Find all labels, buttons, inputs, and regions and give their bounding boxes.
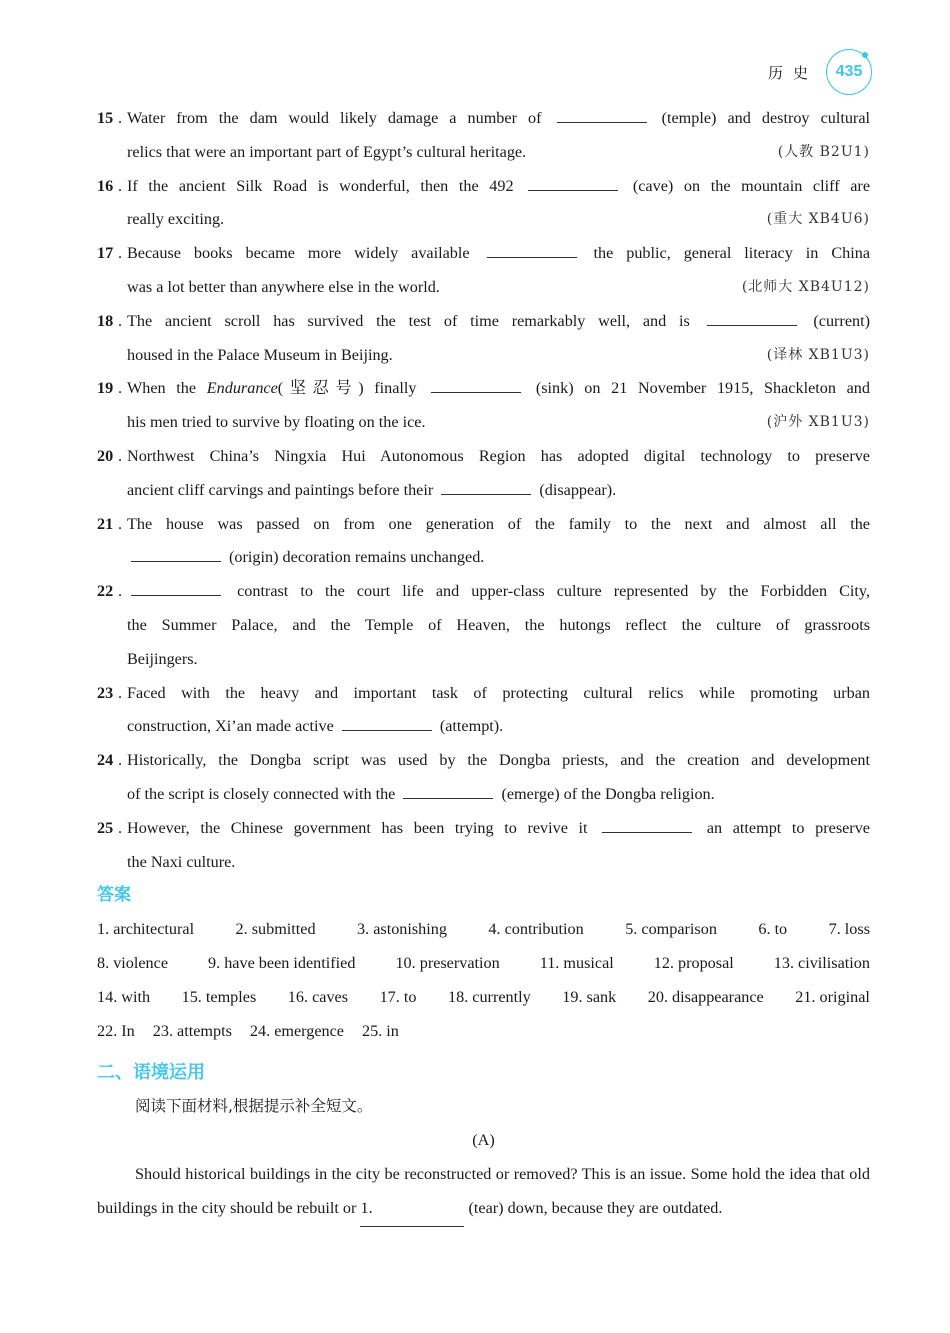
question-item xyxy=(97,170,870,238)
answer-blank[interactable] xyxy=(557,108,647,123)
question-number: 21 xyxy=(97,514,114,533)
question-number: 15 xyxy=(97,109,114,127)
section-title: 二、语境运用 xyxy=(97,1062,205,1084)
question-number-dot: . xyxy=(118,514,123,533)
answer-item: 22. In xyxy=(97,1021,135,1040)
answer-blank[interactable] xyxy=(602,818,692,833)
question-line: construction, Xi’an made active (attempt). xyxy=(127,717,504,736)
source-reference: (沪外 XB1U3) xyxy=(766,414,870,431)
question-item xyxy=(97,508,870,576)
answer-item: 1. architectural xyxy=(97,920,195,939)
source-reference: (人教 B2U1) xyxy=(777,143,870,160)
passage-label: (A) xyxy=(472,1131,495,1150)
question-line: Historically, the Dongba script was used by the Dongba priests, and the creation and development xyxy=(127,751,870,770)
answer-item: 21. original xyxy=(795,987,870,1006)
answer-row xyxy=(97,947,870,981)
question-number: 25 xyxy=(97,818,114,837)
answer-item: 24. emergence xyxy=(249,1021,344,1040)
answers-block xyxy=(97,913,870,1048)
question-line: contrast to the court life and upper-class culture represented by the Forbidden City, xyxy=(127,575,870,609)
answer-blank[interactable] xyxy=(342,716,432,731)
badge-dot-icon xyxy=(862,52,868,58)
source-reference: (译林 XB1U3) xyxy=(766,346,870,363)
question-item xyxy=(97,102,870,170)
answer-item: 2. submitted xyxy=(235,920,316,939)
question-line: However, the Chinese government has been trying to revive it an attempt to preserve xyxy=(127,818,870,837)
question-number-dot: . xyxy=(118,446,123,465)
question-line: The house was passed on from one generation of the family to the next and almost all the xyxy=(127,514,870,533)
question-line: was a lot better than anywhere else in the world. (北师大 XB4U12) xyxy=(127,271,870,305)
question-line: Water from the dam would likely damage a number of (temple) and destroy cultural xyxy=(127,109,871,127)
answer-item: 10. preservation xyxy=(395,953,500,972)
question-item xyxy=(97,677,870,745)
question-item xyxy=(97,812,870,880)
page-number: 435 xyxy=(835,63,863,80)
question-number: 23 xyxy=(97,683,114,702)
question-line: If the ancient Silk Road is wonderful, then the 492 (cave) on the mountain cliff are xyxy=(127,176,870,195)
answer-item: 16. caves xyxy=(287,987,349,1006)
source-reference: (北师大 XB4U12) xyxy=(741,278,870,295)
answer-blank[interactable] xyxy=(403,784,493,799)
question-line: Because books became more widely available the public, general literacy in China xyxy=(127,244,870,263)
answer-item: 4. contribution xyxy=(488,920,584,939)
passage-paragraph xyxy=(97,1158,870,1227)
question-line: his men tried to survive by floating on the ice. (沪外 XB1U3) xyxy=(127,406,870,440)
question-number: 16 xyxy=(97,176,114,195)
answer-item: 3. astonishing xyxy=(357,920,447,939)
question-number-dot: . xyxy=(118,244,123,263)
question-number-dot: . xyxy=(118,109,123,127)
answer-item: 14. with xyxy=(97,987,151,1006)
question-item xyxy=(97,305,870,373)
question-line: relics that were an important part of Egypt’s cultural heritage. (人教 B2U1) xyxy=(127,136,870,170)
answer-item: 11. musical xyxy=(539,953,614,972)
passage-blank-1: 1. xyxy=(360,1192,464,1227)
answer-blank[interactable] xyxy=(487,243,577,258)
ship-name: Endurance xyxy=(206,379,278,398)
answer-row xyxy=(97,913,870,947)
question-number: 18 xyxy=(97,311,114,330)
question-number-dot: . xyxy=(118,751,123,770)
question-line: housed in the Palace Museum in Beijing. (译林 XB1U3) xyxy=(127,339,870,373)
section-instruction: 阅读下面材料,根据提示补全短文。 xyxy=(135,1097,373,1116)
question-line: the Naxi culture. xyxy=(127,852,236,871)
page-header xyxy=(768,48,872,96)
answer-item: 8. violence xyxy=(97,953,169,972)
question-list xyxy=(97,102,870,879)
question-number-dot: . xyxy=(118,582,123,601)
question-line: of the script is closely connected with the (emerge) of the Dongba religion. xyxy=(127,784,715,803)
passage-text-1: Should historical buildings in the city be reconstructed or removed? This is an issue. Some hold the idea that old buildings in the city should be rebuilt or xyxy=(97,1164,870,1217)
question-line: When the Endurance(坚忍号) finally (sink) on 21 November 1915, Shackleton and xyxy=(127,379,870,398)
question-line: (origin) decoration remains unchanged. xyxy=(127,541,870,575)
question-number: 22 xyxy=(97,582,114,601)
question-line: The ancient scroll has survived the test of time remarkably well, and is (current) xyxy=(127,311,870,330)
question-line: the Summer Palace, and the Temple of Heaven, the hutongs reflect the culture of grassroots xyxy=(127,615,870,634)
question-item xyxy=(97,372,870,440)
answer-row xyxy=(97,981,870,1015)
answer-blank[interactable] xyxy=(431,378,521,393)
question-item xyxy=(97,744,870,812)
answer-item: 23. attempts xyxy=(152,1021,232,1040)
question-number-dot: . xyxy=(118,311,123,330)
answer-item: 25. in xyxy=(362,1021,399,1040)
question-number: 17 xyxy=(97,244,114,263)
question-number-dot: . xyxy=(118,683,123,702)
question-item xyxy=(97,237,870,305)
question-item xyxy=(97,575,870,676)
page-content xyxy=(97,102,870,1227)
question-number: 20 xyxy=(97,446,114,465)
answer-item: 5. comparison xyxy=(625,920,717,939)
answer-row xyxy=(97,1015,870,1049)
question-number-dot: . xyxy=(118,379,123,398)
answer-item: 19. sank xyxy=(562,987,617,1006)
question-item xyxy=(97,440,870,508)
question-line: Northwest China’s Ningxia Hui Autonomous Region has adopted digital technology to preserve xyxy=(127,446,870,465)
answer-item: 12. proposal xyxy=(653,953,734,972)
question-line: really exciting. (重大 XB4U6) xyxy=(127,203,870,237)
question-line: ancient cliff carvings and paintings before their (disappear). xyxy=(127,480,617,499)
answers-title: 答案 xyxy=(97,885,131,906)
answer-item: 20. disappearance xyxy=(647,987,764,1006)
answer-blank[interactable] xyxy=(441,480,531,495)
question-number: 24 xyxy=(97,751,114,770)
question-number: 19 xyxy=(97,379,114,398)
answer-item: 17. to xyxy=(379,987,417,1006)
answer-item: 6. to xyxy=(758,920,788,939)
answer-item: 18. currently xyxy=(448,987,531,1006)
answer-blank[interactable] xyxy=(707,311,797,326)
answer-blank[interactable] xyxy=(528,176,618,191)
header-subject: 历史 xyxy=(767,63,818,82)
question-line: Faced with the heavy and important task of protecting cultural relics while promoting urban xyxy=(127,683,870,702)
answer-item: 9. have been identified xyxy=(208,953,356,972)
passage-text-2: (tear) down, because they are outdated. xyxy=(464,1198,723,1217)
question-line: Beijingers. xyxy=(127,649,198,668)
answer-item: 15. temples xyxy=(181,987,257,1006)
source-reference: (重大 XB4U6) xyxy=(766,211,870,228)
answer-item: 7. loss xyxy=(828,920,870,939)
page-number-badge xyxy=(826,49,872,95)
question-number-dot: . xyxy=(118,818,123,837)
answer-item: 13. civilisation xyxy=(773,953,870,972)
answer-blank[interactable] xyxy=(131,581,221,596)
answer-blank[interactable] xyxy=(131,547,221,562)
question-number-dot: . xyxy=(118,176,123,195)
